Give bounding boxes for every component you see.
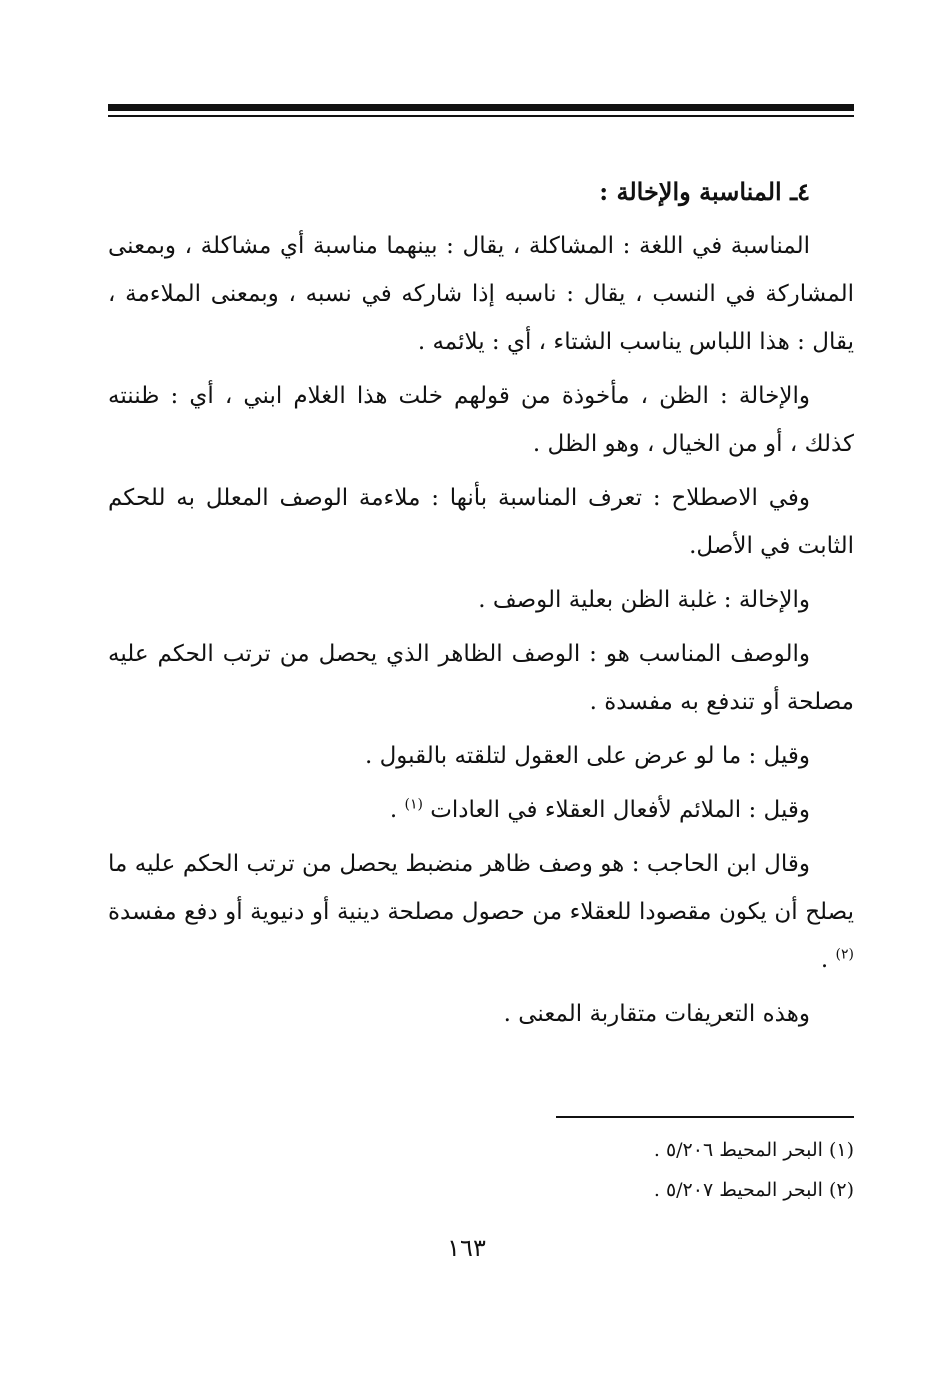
paragraph-ibn-hajib-definition — [108, 840, 854, 984]
page-number: ١٦٣ — [447, 1234, 486, 1262]
footnotes — [108, 1130, 854, 1210]
paragraph-suitable-description: والوصف المناسب هو : الوصف الظاهر الذي يحصل من ترتب الحكم عليه مصلحة أو تندفع به مفسدة . — [108, 641, 854, 715]
paragraph-ikhala-technical: والإخالة : غلبة الظن بعلية الوصف . — [478, 587, 810, 613]
paragraph-text: وقيل : الملائم لأفعال العقلاء في العادات — [430, 797, 810, 823]
paragraph-end: . — [820, 947, 836, 973]
footnote-separator — [556, 1116, 854, 1118]
paragraph-alternate-definition-2 — [108, 786, 854, 834]
header-thin-line — [108, 115, 854, 117]
footnote-reference-1: (١) — [404, 796, 423, 813]
main-text — [108, 168, 854, 1044]
paragraph-technical-definition: وفي الاصطلاح : تعرف المناسبة بأنها : ملاءمة الوصف المعلل به للحكم الثابت في الأصل. — [108, 485, 854, 559]
paragraph-end: . — [389, 797, 405, 823]
paragraph-conclusion: وهذه التعريفات متقاربة المعنى . — [503, 1001, 810, 1027]
paragraph-ikhala-linguistic: والإخالة : الظن ، مأخوذة من قولهم خلت هذا الغلام ابني ، أي : ظننته كذلك ، أو من الخيال ، وهو الظل . — [108, 383, 854, 457]
section-heading: ٤ـ المناسبة والإخالة : — [599, 177, 810, 206]
header-double-rule — [108, 104, 854, 118]
paragraph-text: وقال ابن الحاجب : هو وصف ظاهر منضبط يحصل من ترتب الحكم عليه ما يصلح أن يكون مقصودا للعقلاء من حصول مصلحة دينية أو دنيوية أو دفع مفسدة — [108, 851, 854, 925]
header-thick-line — [108, 104, 854, 111]
footnote-reference-2: (٢) — [835, 946, 854, 963]
paragraph-alternate-definition-1: وقيل : ما لو عرض على العقول لتلقته بالقبول . — [364, 743, 810, 769]
footnote-2: (٢) البحر المحيط ٥/٢٠٧ . — [653, 1179, 854, 1201]
footnote-1: (١) البحر المحيط ٥/٢٠٦ . — [653, 1139, 854, 1161]
paragraph-linguistic-definition: المناسبة في اللغة : المشاكلة ، يقال : بينهما مناسبة أي مشاكلة ، وبمعنى المشاركة في النسب ، يقال : ناسبه إذا شاركه في نسبه ، وبمعنى الملاءمة ، يقال : هذا اللباس يناسب الشتاء ، أي : يلائمه . — [108, 233, 854, 355]
